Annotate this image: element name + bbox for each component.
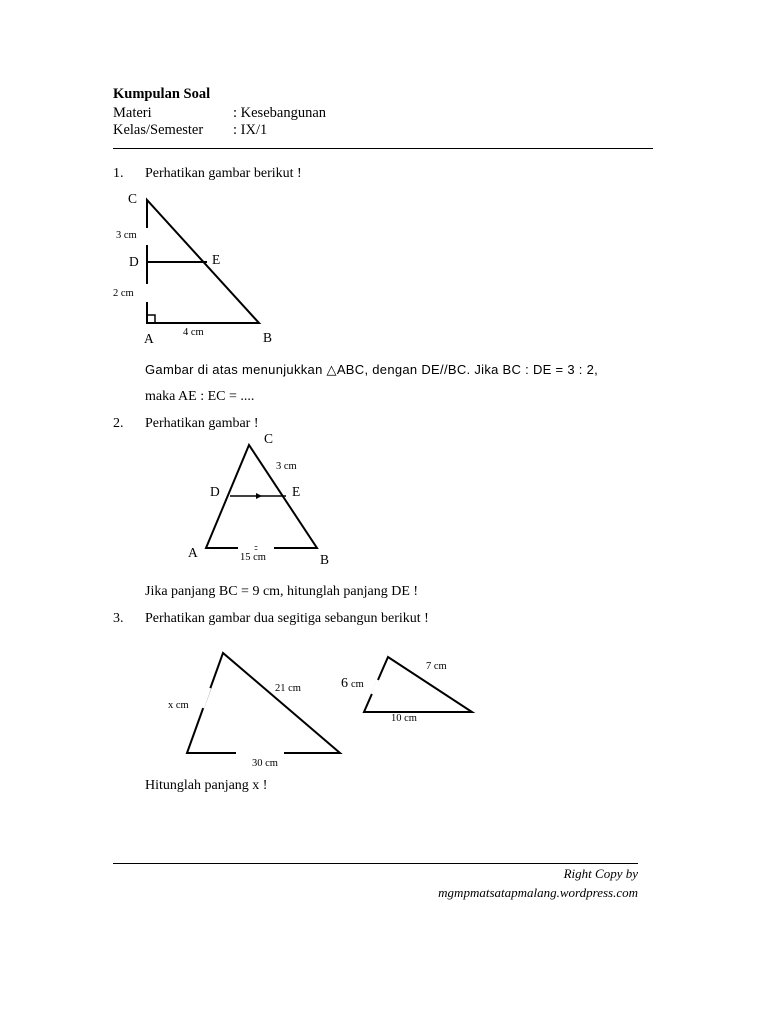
q1-label-d: D xyxy=(129,254,139,269)
q3-number: 3. xyxy=(113,611,124,626)
materi-value: : Kesebangunan xyxy=(233,105,327,121)
q1-measure-ab: 4 cm xyxy=(183,327,204,338)
q1-text: Perhatikan gambar berikut ! xyxy=(145,166,302,181)
q3-large-triangle xyxy=(187,653,340,753)
q3-large-measure-bottom: 30 cm xyxy=(252,758,278,769)
q1-measure-cd: 3 cm xyxy=(116,230,137,241)
q2-label-a: A xyxy=(188,545,198,560)
q2-number: 2. xyxy=(113,416,124,431)
q3-small-measure-left-number: 6 xyxy=(341,676,348,691)
q3-label-gap-left xyxy=(203,688,210,708)
q1-label-e: E xyxy=(212,252,221,267)
q1-measure-da: 2 cm xyxy=(113,288,134,299)
q2-measure-ab: 15 cm xyxy=(240,552,266,563)
q3-small-label-gap-left xyxy=(372,680,378,694)
q3-large-measure-right: 21 cm xyxy=(275,683,301,694)
q3-large-measure-left: x cm xyxy=(168,700,189,711)
q3-small-triangle xyxy=(364,657,472,712)
q3-small-measure-left-unit: cm xyxy=(351,679,364,690)
materi-label: Materi xyxy=(113,105,152,121)
q2-label-c: C xyxy=(264,431,274,446)
q2-question: Jika panjang BC = 9 cm, hitunglah panjang DE ! xyxy=(145,584,419,599)
q2-measure-ce: 3 cm xyxy=(276,461,297,472)
q1-label-c: C xyxy=(128,191,138,206)
q3-question: Hitunglah panjang x ! xyxy=(145,778,268,793)
q2-label-e: E xyxy=(292,484,301,499)
q2-label-d: D xyxy=(210,484,220,499)
q1-label-a: A xyxy=(144,331,154,346)
footer-website: mgmpmatsatapmalang.wordpress.com xyxy=(438,885,638,900)
footer-divider xyxy=(113,863,638,864)
q1-statement: Gambar di atas menunjukkan △ABC, dengan DE//BC. Jika BC : DE = 3 : 2, xyxy=(145,362,599,377)
kelas-label: Kelas/Semester xyxy=(113,122,204,138)
q1-label-b: B xyxy=(263,330,273,345)
q3-text: Perhatikan gambar dua segitiga sebangun berikut ! xyxy=(145,611,429,626)
kelas-value: : IX/1 xyxy=(233,122,268,138)
q1-number: 1. xyxy=(113,166,124,181)
q2-text: Perhatikan gambar ! xyxy=(145,416,259,431)
q3-small-measure-bottom: 10 cm xyxy=(391,713,417,724)
q1-question: maka AE : EC = .... xyxy=(145,389,255,404)
footer-credit: Right Copy by xyxy=(563,866,638,881)
q2-label-b: B xyxy=(320,552,330,567)
document-title: Kumpulan Soal xyxy=(113,86,211,102)
q3-small-measure-right: 7 cm xyxy=(426,661,447,672)
